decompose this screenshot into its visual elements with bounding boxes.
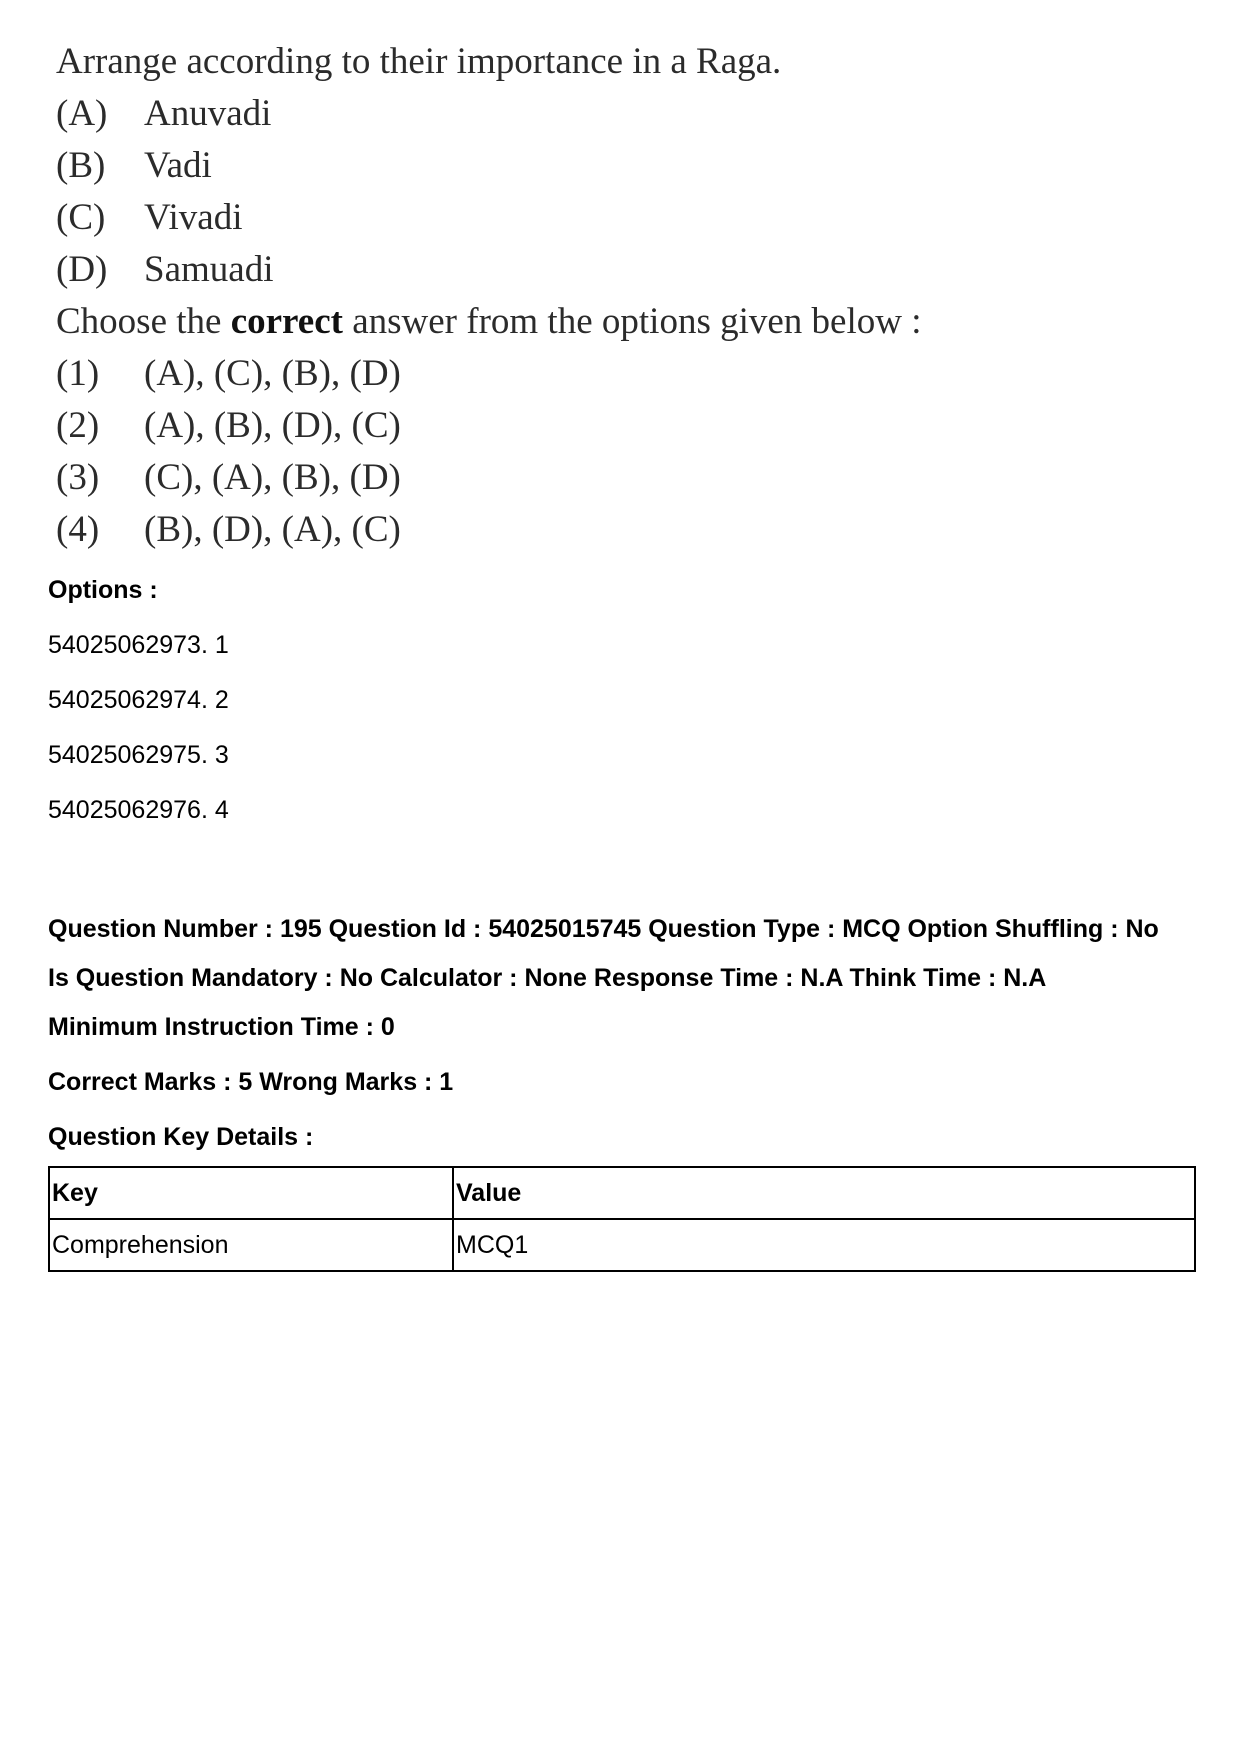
question-image: [56, 36, 956, 556]
table-header-key: Key: [49, 1167, 453, 1219]
table-cell-key: Comprehension: [49, 1219, 453, 1271]
option-item-1[interactable]: 54025062973. 1: [48, 631, 229, 659]
item-label: (C): [56, 197, 106, 238]
item-text: Vadi: [144, 145, 212, 186]
question-item-a: [56, 88, 956, 140]
question-meta-line1: Question Number : 195 Question Id : 54025015745 Question Type : MCQ Option Shuffling : No: [48, 915, 1159, 943]
answer-choice-4: [56, 504, 956, 556]
key-details-table: [48, 1166, 1196, 1272]
item-text: Vivadi: [144, 197, 243, 238]
item-text: Samuadi: [144, 249, 274, 290]
item-text: Anuvadi: [144, 93, 272, 134]
item-label: (D): [56, 249, 108, 290]
table-header-value: Value: [453, 1167, 1195, 1219]
answer-choice-3: [56, 452, 956, 504]
options-heading: Options :: [48, 576, 158, 604]
answer-choice-1: [56, 348, 956, 400]
choose-bold: correct: [230, 301, 343, 342]
question-meta-line3: Minimum Instruction Time : 0: [48, 1013, 395, 1041]
answer-label: (3): [56, 457, 100, 498]
choose-suffix: answer from the options given below :: [342, 301, 922, 342]
item-label: (A): [56, 93, 108, 134]
answer-text: (B), (D), (A), (C): [144, 509, 401, 550]
key-details-heading: Question Key Details :: [48, 1123, 314, 1151]
option-item-4[interactable]: 54025062976. 4: [48, 796, 229, 824]
answer-text: (A), (B), (D), (C): [144, 405, 401, 446]
choose-instruction: [56, 296, 956, 348]
table-header-row: [49, 1167, 1195, 1219]
answer-text: (A), (C), (B), (D): [144, 353, 401, 394]
question-item-c: [56, 192, 956, 244]
answer-label: (2): [56, 405, 100, 446]
answer-label: (1): [56, 353, 100, 394]
question-item-b: [56, 140, 956, 192]
table-row: [49, 1219, 1195, 1271]
question-meta-line2: Is Question Mandatory : No Calculator : None Response Time : N.A Think Time : N.A: [48, 964, 1047, 992]
option-item-2[interactable]: 54025062974. 2: [48, 686, 229, 714]
answer-choice-2: [56, 400, 956, 452]
marks-line: Correct Marks : 5 Wrong Marks : 1: [48, 1068, 454, 1096]
item-label: (B): [56, 145, 106, 186]
answer-label: (4): [56, 509, 100, 550]
option-item-3[interactable]: 54025062975. 3: [48, 741, 229, 769]
question-item-d: [56, 244, 956, 296]
choose-prefix: Choose the: [56, 301, 231, 342]
question-stem: Arrange according to their importance in a Raga.: [56, 41, 782, 82]
table-cell-value: MCQ1: [453, 1219, 1195, 1271]
answer-text: (C), (A), (B), (D): [144, 457, 401, 498]
